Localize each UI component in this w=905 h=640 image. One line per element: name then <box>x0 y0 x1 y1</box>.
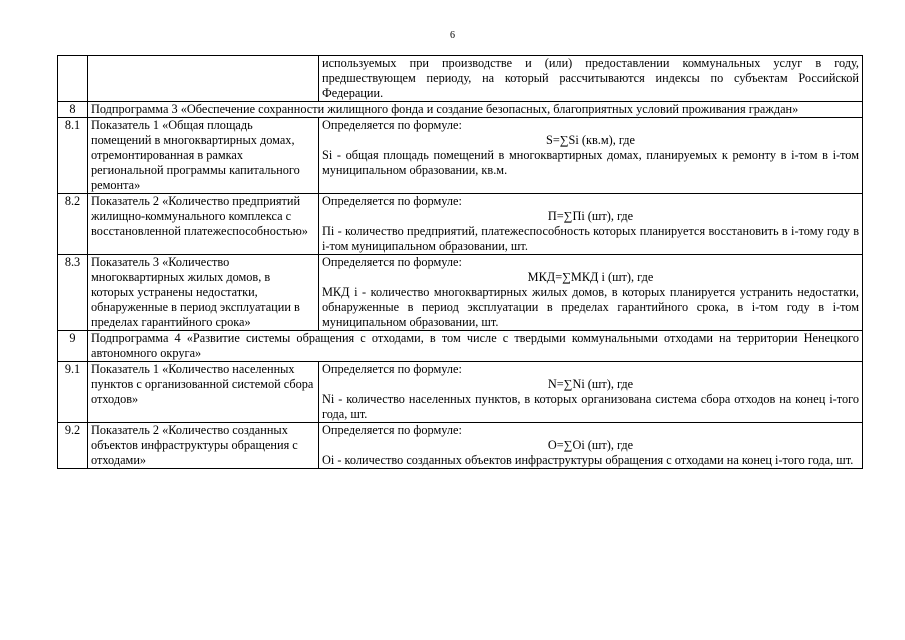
table-row <box>58 118 863 194</box>
row-number <box>58 56 88 102</box>
table-row <box>58 194 863 255</box>
indicator-name: Показатель 3 «Количество многоквартирных жилых домов, в которых устранены недостатки, обнаруженные в период эксплуатации в пределах гарантийного срока» <box>88 255 319 331</box>
table-row <box>58 362 863 423</box>
formula: O=∑Oi (шт), где <box>547 438 634 452</box>
formula: S=∑Si (кв.м), где <box>546 133 635 147</box>
calculation-method <box>319 423 863 469</box>
section-title: Подпрограмма 3 «Обеспечение сохранности жилищного фонда и создание безопасных, благоприятных условий проживания граждан» <box>88 102 863 118</box>
indicator-name: Показатель 1 «Количество населенных пунктов с организованной системой сбора отходов» <box>88 362 319 423</box>
formula: МКД=∑МКД i (шт), где <box>527 270 654 284</box>
table-row <box>58 255 863 331</box>
section-title: Подпрограмма 4 «Развитие системы обращения с отходами, в том числе с твердыми коммунальными отходами на территории Ненецкого автономного округа» <box>88 331 863 362</box>
formula-description: Пi - количество предприятий, платежеспособность которых планируется восстановить в i-тому году в i-том муниципальном образовании, шт. <box>322 224 859 253</box>
row-number: 8.1 <box>58 118 88 194</box>
formula-title: Определяется по формуле: <box>322 362 462 376</box>
formula: N=∑Ni (шт), где <box>547 377 634 391</box>
formula-title: Определяется по формуле: <box>322 118 462 132</box>
page-number: 6 <box>450 30 455 41</box>
row-number: 9 <box>58 331 88 362</box>
formula-title: Определяется по формуле: <box>322 255 462 269</box>
table-row <box>58 102 863 118</box>
row-number: 9.2 <box>58 423 88 469</box>
calculation-method <box>319 362 863 423</box>
calculation-method <box>319 118 863 194</box>
indicator-name <box>88 56 319 102</box>
row-number: 9.1 <box>58 362 88 423</box>
indicator-name: Показатель 2 «Количество предприятий жилищно-коммунального комплекса с восстановленной платежеспособностью» <box>88 194 319 255</box>
indicators-table <box>57 55 863 469</box>
formula: П=∑Пi (шт), где <box>547 209 634 223</box>
formula-description: Ni - количество населенных пунктов, в которых организована система сбора отходов на конец i-того года, шт. <box>322 392 859 421</box>
continuation-text: используемых при производстве и (или) предоставлении коммунальных услуг в году, предшествующем периоду, на который рассчитываются индексы по субъектам Российской Федерации. <box>319 56 863 102</box>
formula-title: Определяется по формуле: <box>322 194 462 208</box>
indicator-name: Показатель 1 «Общая площадь помещений в многоквартирных домах, отремонтированная в рамках региональной программы капитального ремонта» <box>88 118 319 194</box>
row-number: 8.3 <box>58 255 88 331</box>
table-row <box>58 331 863 362</box>
formula-description: МКД i - количество многоквартирных жилых домов, в которых планируется устранить недостатки, обнаруженные в период эксплуатации в пределах гарантийного срока, в i-том году в i-том муниципальном образовании, шт. <box>322 285 859 329</box>
formula-title: Определяется по формуле: <box>322 423 462 437</box>
table-row <box>58 423 863 469</box>
row-number: 8 <box>58 102 88 118</box>
indicator-name: Показатель 2 «Количество созданных объектов инфраструктуры обращения с отходами» <box>88 423 319 469</box>
table-row <box>58 56 863 102</box>
calculation-method <box>319 255 863 331</box>
formula-description: Oi - количество созданных объектов инфраструктуры обращения с отходами на конец i-того года, шт. <box>322 453 854 467</box>
row-number: 8.2 <box>58 194 88 255</box>
calculation-method <box>319 194 863 255</box>
formula-description: Si - общая площадь помещений в многоквартирных домах, планируемых к ремонту в i-том в i-том муниципальном образовании, кв.м. <box>322 148 859 177</box>
